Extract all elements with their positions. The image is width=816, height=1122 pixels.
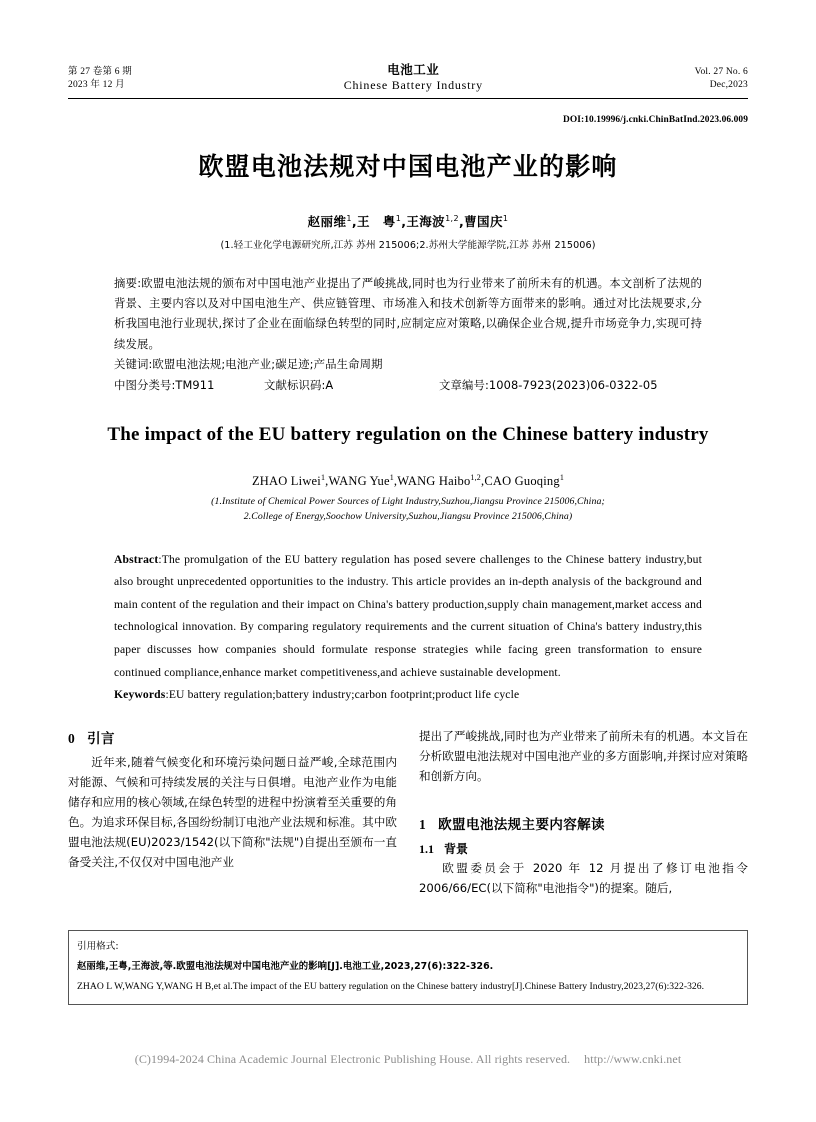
column-spacer	[419, 787, 748, 813]
affiliation-cn: (1.轻工业化学电源研究所,江苏 苏州 215006;2.苏州大学能源学院,江苏 苏州 215006)	[220, 239, 596, 251]
intro-paragraph: 近年来,随着气候变化和环境污染问题日益严峻,全球范围内对能源、气候和可持续发展的关注与日俱增。电池产业作为电能储存和应用的核心领域,在绿色转型的进程中扮演着至关重要的角色。为追求环保目标,各国纷纷制订电池产业法规和标准。其中欧盟电池法规(EU)2023/1542(以下简称"法规")自提出至颁布一直备受关注,不仅仅对中国电池产业	[68, 755, 397, 869]
journal-name-cn: 电池工业	[387, 62, 440, 77]
page-title-cn: 欧盟电池法规对中国电池产业的影响	[198, 152, 618, 182]
citation-english: ZHAO L W,WANG Y,WANG H B,et al.The impact of the EU battery regulation on the Chinese battery industry[J].Chinese Battery Industry,2023,27(6):322-326.	[77, 981, 705, 992]
abstract-en-body: The promulgation of the EU battery regulation has posed severe challenges to the Chinese battery industry,but also brought unprecedented opportunities to the industry. This article provides an in-depth analysis of the background and main content of the regulation and their impact on China's battery production,supply chain management,market access and technological innovation. By comparing regulatory requirements and the current situation of China's battery industry,this paper discusses how companies should formulate response strategies while facing green transformation to ensure continued compliance,enhance market competitiveness,and achieve sustainable development.	[114, 552, 702, 679]
doc-code-label: 文献标识码:	[264, 378, 326, 393]
article-id-value: 1008-7923(2023)06-0322-05	[488, 378, 658, 393]
intro-paragraph-continued: 提出了严峻挑战,同时也为产业带来了前所未有的机遇。本文旨在分析欧盟电池法规对中国电池产业的多方面影响,并探讨应对策略和创新方向。	[419, 728, 748, 783]
keywords-cn-label: 关键词:	[114, 356, 153, 371]
article-id-label: 文章编号:	[439, 378, 489, 393]
abstract-en-block	[114, 549, 702, 707]
citation-chinese: 赵丽维,王粤,王海波,等.欧盟电池法规对中国电池产业的影响[J].电池工业,2023,27(6):322-326.	[77, 961, 494, 972]
section-heading-1	[419, 813, 748, 837]
article-id	[439, 375, 702, 395]
subsection-paragraph-1-1: 欧盟委员会于 2020 年 12 月提出了修订电池指令 2006/66/EC(以下简称"电池指令")的提案。随后,	[419, 861, 748, 896]
classification-row	[114, 375, 702, 395]
keywords-cn-value: 欧盟电池法规;电池产业;碳足迹;产品生命周期	[152, 356, 383, 371]
keywords-en-sep: :	[165, 688, 169, 702]
abstract-cn-text	[114, 273, 702, 354]
citation-box	[68, 930, 748, 1005]
subsection-title-1-1: 背景	[444, 841, 469, 856]
subsection-heading-1-1	[419, 839, 748, 860]
clc-value: TM911	[175, 378, 215, 393]
doi-line: DOI:10.19996/j.cnki.ChinBatInd.2023.06.009	[563, 115, 748, 126]
journal-name	[132, 62, 695, 93]
affiliation-en	[68, 494, 748, 524]
clc-number	[114, 375, 264, 395]
document-code	[264, 375, 439, 395]
subsection-number-1-1: 1.1	[419, 841, 434, 856]
section-heading-0	[68, 727, 397, 751]
abstract-cn-block	[114, 273, 702, 396]
keywords-cn-line	[114, 354, 702, 374]
clc-label: 中图分类号:	[114, 378, 176, 393]
section-title-0: 引言	[87, 730, 115, 747]
abstract-en-sep: :	[158, 552, 162, 566]
abstract-cn-body: 欧盟电池法规的颁布对中国电池产业提出了严峻挑战,同时也为行业带来了前所未有的机遇。本文剖析了法规的背景、主要内容以及对中国电池生产、供应链管理、市场准入和技术创新等方面带来的影响。通过对比法规要求,分析我国电池行业现状,探讨了企业在面临绿色转型的同时,应制定应对策略,以确保企业合规,提升市场竞争力,实现可持续发展。	[114, 275, 702, 351]
body-column-right	[419, 727, 748, 900]
running-head	[68, 0, 748, 93]
header-divider	[68, 98, 748, 99]
keywords-en-label: Keywords	[114, 688, 166, 702]
doc-code-value: A	[325, 378, 334, 393]
citation-box-header: 引用格式:	[77, 941, 119, 952]
page-title-en: The impact of the EU battery regulation on the Chinese battery industry	[107, 423, 709, 445]
volume-issue-en: Vol. 27 No. 6	[694, 66, 748, 77]
journal-name-en: Chinese Battery Industry	[343, 77, 483, 92]
issue-date-cn: 2023 年 12 月	[68, 80, 125, 91]
issue-info-en	[695, 66, 748, 94]
body-column-left	[68, 727, 397, 900]
authors-en: ZHAO Liwei$^1$,WANG Yue$^1$,WANG Haibo$^{1,2}$,CAO Guoqing$^1$	[251, 473, 565, 489]
copyright-text: (C)1994-2024 China Academic Journal Electronic Publishing House. All rights reserved.	[134, 1052, 571, 1066]
section-title-1: 欧盟电池法规主要内容解读	[438, 816, 605, 833]
keywords-en-value: EU battery regulation;battery industry;carbon footprint;product life cycle	[168, 688, 520, 702]
cnki-url: http://www.cnki.net	[584, 1052, 682, 1066]
abstract-en-text	[114, 549, 702, 685]
abstract-en-label: Abstract	[114, 552, 159, 566]
section-number-1: 1	[419, 816, 427, 832]
volume-issue: 第 27 卷第 6 期	[68, 66, 132, 77]
section-number-0: 0	[68, 730, 76, 746]
body-columns	[68, 727, 748, 900]
keywords-en-line	[114, 684, 702, 707]
authors-cn: 赵丽维$^1$,王 粤$^1$,王海波$^{1,2}$,曹国庆$^1$	[307, 213, 509, 229]
affiliation-en-line-1: (1.Institute of Chemical Power Sources of Light Industry,Suzhou,Jiangsu Province 215006,China;	[211, 496, 605, 508]
affiliation-en-line-2: 2.College of Energy,Soochow University,Suzhou,Jiangsu Province 215006,China)	[243, 511, 573, 523]
abstract-cn-label: 摘要:	[114, 275, 142, 290]
issue-info	[68, 66, 132, 94]
issue-date-en: Dec,2023	[709, 80, 748, 91]
page-footer	[0, 1052, 816, 1067]
